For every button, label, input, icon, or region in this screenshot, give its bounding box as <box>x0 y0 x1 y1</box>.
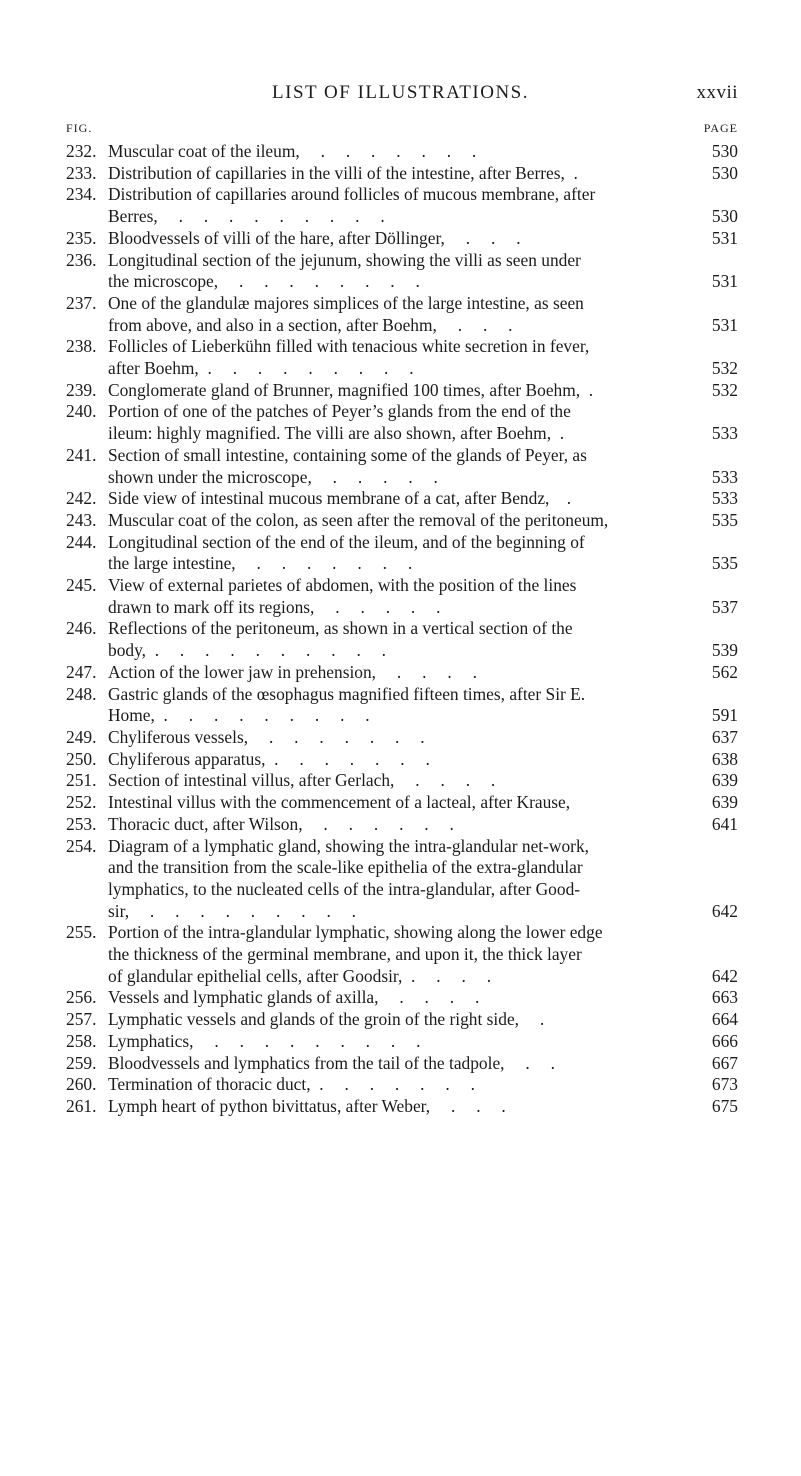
list-item <box>66 1053 738 1075</box>
page-reference: 642 <box>711 900 738 921</box>
figure-number: 246. <box>66 618 97 639</box>
figure-caption-line: from above, and also in a section, after Boehm, . . . <box>108 314 513 335</box>
figure-caption-line: after Boehm, . . . . . . . . . <box>108 358 414 379</box>
figure-caption-line: Side view of intestinal mucous membrane of a cat, after Bendz, . <box>108 488 572 509</box>
figure-caption-line: Follicles of Lieberkühn filled with tenacious white secretion in fever, <box>108 336 590 357</box>
figure-number: 242. <box>66 488 97 509</box>
figure-caption-line: lymphatics, to the nucleated cells of the intra-glandular, after Good- <box>108 878 581 899</box>
figure-caption-line: Section of intestinal villus, after Gerlach, . . . . <box>108 770 496 791</box>
figure-number: 250. <box>66 748 97 769</box>
figure-caption-line: the large intestine, . . . . . . . <box>108 553 413 574</box>
page-reference: 562 <box>711 661 738 682</box>
list-item <box>66 770 738 792</box>
figure-caption-line: the thickness of the germinal membrane, and upon it, the thick layer <box>108 944 582 965</box>
list-item <box>66 510 738 532</box>
figure-number: 244. <box>66 531 97 552</box>
figure-number: 260. <box>66 1074 97 1095</box>
figure-caption-line: Intestinal villus with the commencement of a lacteal, after Krause, <box>108 792 571 813</box>
list-item <box>66 662 738 684</box>
figure-number: 258. <box>66 1030 97 1051</box>
figure-number: 254. <box>66 835 97 856</box>
page-reference: 533 <box>711 488 738 509</box>
list-item <box>66 1009 738 1031</box>
list-item <box>66 1074 738 1096</box>
column-headings <box>66 121 738 141</box>
page-reference: 533 <box>711 466 738 487</box>
figure-caption-line: Muscular coat of the ileum, . . . . . . . <box>108 141 477 161</box>
page-reference: 673 <box>711 1074 738 1095</box>
figure-caption-line: Berres, . . . . . . . . . <box>108 206 385 227</box>
figure-caption-line: drawn to mark off its regions, . . . . . <box>108 596 441 617</box>
figure-caption-line: ileum: highly magnified. The villi are also shown, after Boehm, . <box>108 423 565 444</box>
figure-number: 251. <box>66 770 97 791</box>
figure-caption-line: Muscular coat of the colon, as seen after the removal of the peritoneum, <box>108 509 609 530</box>
list-item <box>66 141 738 163</box>
figure-number: 234. <box>66 184 97 205</box>
page-reference: 532 <box>711 379 738 400</box>
illustration-list <box>66 141 738 1118</box>
figure-caption-line: the microscope, . . . . . . . . <box>108 271 420 292</box>
figure-caption-line: Distribution of capillaries in the villi of the intestine, after Berres, . <box>108 162 578 183</box>
page-reference: 641 <box>711 813 738 834</box>
figure-number: 253. <box>66 813 97 834</box>
page-reference: 637 <box>711 726 738 747</box>
page-reference: 531 <box>711 227 738 248</box>
figure-number: 247. <box>66 661 97 682</box>
list-item <box>66 749 738 771</box>
figure-caption-line: Reflections of the peritoneum, as shown in a vertical section of the <box>108 618 573 639</box>
figure-number: 238. <box>66 336 97 357</box>
list-item <box>66 618 738 661</box>
list-item <box>66 792 738 814</box>
list-item <box>66 445 738 488</box>
figure-caption-line: Longitudinal section of the jejunum, showing the villi as seen under <box>108 249 581 270</box>
page-reference: 539 <box>711 640 738 661</box>
list-item <box>66 684 738 727</box>
page-reference: 530 <box>711 141 738 161</box>
page-reference: 535 <box>711 509 738 530</box>
list-item <box>66 488 738 510</box>
list-item <box>66 401 738 444</box>
page-reference: 638 <box>711 748 738 769</box>
figure-number: 252. <box>66 792 97 813</box>
figure-caption-line: Bloodvessels of villi of the hare, after Döllinger, . . . <box>108 227 521 248</box>
figure-caption-line: and the transition from the scale-like epithelia of the extra-glandular <box>108 857 583 878</box>
figure-caption-line: body, . . . . . . . . . . <box>108 640 387 661</box>
page-reference: 535 <box>711 553 738 574</box>
figure-number: 255. <box>66 922 97 943</box>
page-reference: 532 <box>711 358 738 379</box>
page-reference: 642 <box>711 965 738 986</box>
page-reference: 639 <box>711 770 738 791</box>
figure-caption-line: of glandular epithelial cells, after Goodsir, . . . . <box>108 965 492 986</box>
page-header <box>0 82 801 112</box>
page-column-heading: PAGE <box>703 121 738 135</box>
figure-number: 248. <box>66 683 97 704</box>
figure-number: 259. <box>66 1052 97 1073</box>
list-item <box>66 250 738 293</box>
page-reference: 667 <box>711 1052 738 1073</box>
list-item <box>66 336 738 379</box>
figure-caption-line: Bloodvessels and lymphatics from the tail of the tadpole, . . <box>108 1052 555 1073</box>
figure-caption-line: Conglomerate gland of Brunner, magnified 100 times, after Boehm, . <box>108 379 594 400</box>
figure-number: 232. <box>66 141 97 161</box>
list-item <box>66 228 738 250</box>
figure-caption-line: Section of small intestine, containing some of the glands of Peyer, as <box>108 444 587 465</box>
list-item <box>66 575 738 618</box>
running-title: LIST OF ILLUSTRATIONS. <box>272 82 529 103</box>
page-reference: 531 <box>711 271 738 292</box>
figure-number: 240. <box>66 401 97 422</box>
figure-caption-line: Portion of one of the patches of Peyer’s glands from the end of the <box>108 401 571 422</box>
figure-caption-line: Gastric glands of the œsophagus magnified fifteen times, after Sir E. <box>108 683 586 704</box>
page-reference: 530 <box>711 162 738 183</box>
list-item <box>66 184 738 227</box>
figure-caption-line: Longitudinal section of the end of the ileum, and of the beginning of <box>108 531 585 552</box>
figure-number: 245. <box>66 575 97 596</box>
page-reference: 675 <box>711 1095 738 1116</box>
list-item <box>66 1031 738 1053</box>
figure-caption-line: Lymphatic vessels and glands of the groin of the right side, . <box>108 1009 545 1030</box>
figure-caption-line: Chyliferous apparatus, . . . . . . . <box>108 748 430 769</box>
figure-number: 261. <box>66 1095 97 1116</box>
page-reference: 663 <box>711 987 738 1008</box>
figure-number: 236. <box>66 249 97 270</box>
list-item <box>66 163 738 185</box>
figure-number: 241. <box>66 444 97 465</box>
figure-number: 249. <box>66 726 97 747</box>
figure-caption-line: shown under the microscope, . . . . . <box>108 466 438 487</box>
figure-number: 257. <box>66 1009 97 1030</box>
list-item <box>66 987 738 1009</box>
figure-caption-line: Chyliferous vessels, . . . . . . . <box>108 726 425 747</box>
page-reference: 537 <box>711 596 738 617</box>
list-item <box>66 814 738 836</box>
page-reference: 591 <box>711 705 738 726</box>
page-reference: 533 <box>711 423 738 444</box>
list-item <box>66 293 738 336</box>
figure-number: 239. <box>66 379 97 400</box>
figure-caption-line: sir, . . . . . . . . . <box>108 900 357 921</box>
figure-caption-line: Diagram of a lymphatic gland, showing the intra-glandular net-work, <box>108 835 590 856</box>
list-item <box>66 727 738 749</box>
page-reference: 531 <box>711 314 738 335</box>
fig-column-heading: FIG. <box>66 121 93 135</box>
figure-number: 237. <box>66 292 97 313</box>
figure-number: 243. <box>66 509 97 530</box>
figure-caption-line: Lymphatics, . . . . . . . . . <box>108 1030 421 1051</box>
list-item <box>66 532 738 575</box>
figure-number: 235. <box>66 227 97 248</box>
figure-number: 233. <box>66 162 97 183</box>
figure-caption-line: Lymph heart of python bivittatus, after Weber, . . . <box>108 1095 506 1116</box>
list-item <box>66 380 738 402</box>
figure-caption-line: Portion of the intra-glandular lymphatic, showing along the lower edge <box>108 922 603 943</box>
figure-caption-line: Action of the lower jaw in prehension, . . . . <box>108 661 477 682</box>
page-reference: 530 <box>711 206 738 227</box>
figure-caption-line: View of external parietes of abdomen, with the position of the lines <box>108 575 577 596</box>
figure-caption-line: Termination of thoracic duct, . . . . . . . <box>108 1074 475 1095</box>
figure-caption-line: Thoracic duct, after Wilson, . . . . . . <box>108 813 454 834</box>
page-reference: 666 <box>711 1030 738 1051</box>
figure-caption-line: Vessels and lymphatic glands of axilla, . . . . <box>108 987 480 1008</box>
figure-caption-line: Distribution of capillaries around follicles of mucous membrane, after <box>108 184 596 205</box>
list-item <box>66 922 738 987</box>
list-item <box>66 836 738 923</box>
page-reference: 664 <box>711 1009 738 1030</box>
page-reference: 639 <box>711 792 738 813</box>
figure-caption-line: Home, . . . . . . . . . <box>108 705 370 726</box>
list-item <box>66 1096 738 1118</box>
figure-number: 256. <box>66 987 97 1008</box>
page-number: xxvii <box>696 82 738 103</box>
figure-caption-line: One of the glandulæ majores simplices of the large intestine, as seen <box>108 292 584 313</box>
